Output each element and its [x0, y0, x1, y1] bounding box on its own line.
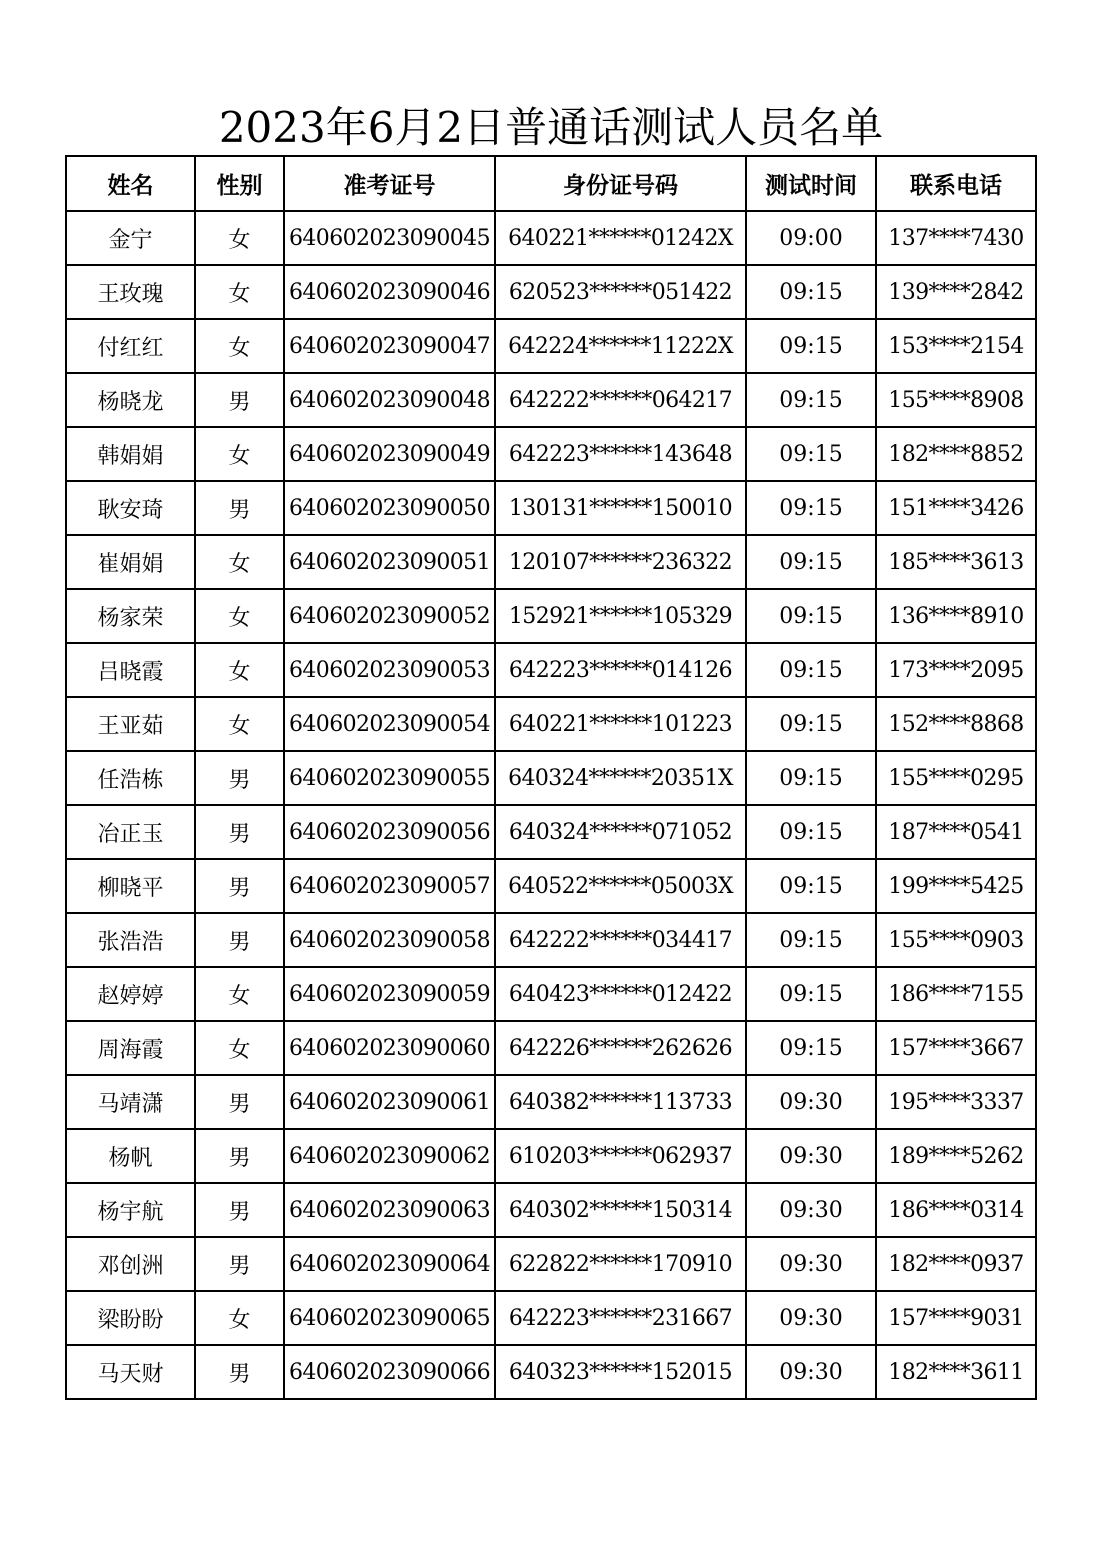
test-time-cell: 09:15	[746, 643, 876, 697]
test-time-cell: 09:15	[746, 697, 876, 751]
phone-cell: 153****2154	[876, 319, 1036, 373]
test-time-cell: 09:30	[746, 1129, 876, 1183]
table-row	[66, 373, 1036, 427]
table-row	[66, 1237, 1036, 1291]
phone-cell: 152****8868	[876, 697, 1036, 751]
phone-cell: 155****8908	[876, 373, 1036, 427]
header-exam-number: 准考证号	[284, 156, 495, 211]
name-cell: 杨宇航	[66, 1183, 195, 1237]
test-time-cell: 09:30	[746, 1291, 876, 1345]
phone-cell: 137****7430	[876, 211, 1036, 265]
id-number-cell: 130131******150010	[495, 481, 746, 535]
test-time-cell: 09:15	[746, 751, 876, 805]
phone-cell: 186****7155	[876, 967, 1036, 1021]
id-number-cell: 640324******20351X	[495, 751, 746, 805]
test-time-cell: 09:15	[746, 319, 876, 373]
gender-cell: 男	[195, 1075, 284, 1129]
phone-cell: 186****0314	[876, 1183, 1036, 1237]
table-row	[66, 1345, 1036, 1399]
phone-cell: 151****3426	[876, 481, 1036, 535]
gender-cell: 男	[195, 805, 284, 859]
id-number-cell: 640221******01242X	[495, 211, 746, 265]
name-cell: 杨家荣	[66, 589, 195, 643]
id-number-cell: 640302******150314	[495, 1183, 746, 1237]
name-cell: 付红红	[66, 319, 195, 373]
table-row	[66, 265, 1036, 319]
test-time-cell: 09:30	[746, 1345, 876, 1399]
header-test-time: 测试时间	[746, 156, 876, 211]
gender-cell: 男	[195, 859, 284, 913]
table-row	[66, 643, 1036, 697]
table-row	[66, 319, 1036, 373]
test-time-cell: 09:15	[746, 535, 876, 589]
name-cell: 金宁	[66, 211, 195, 265]
table-row	[66, 751, 1036, 805]
table-row	[66, 805, 1036, 859]
name-cell: 崔娟娟	[66, 535, 195, 589]
test-time-cell: 09:15	[746, 859, 876, 913]
table-row	[66, 1183, 1036, 1237]
exam-number-cell: 640602023090047	[284, 319, 495, 373]
gender-cell: 女	[195, 319, 284, 373]
name-cell: 王玫瑰	[66, 265, 195, 319]
exam-number-cell: 640602023090051	[284, 535, 495, 589]
name-cell: 任浩栋	[66, 751, 195, 805]
id-number-cell: 610203******062937	[495, 1129, 746, 1183]
gender-cell: 女	[195, 535, 284, 589]
gender-cell: 女	[195, 265, 284, 319]
test-time-cell: 09:00	[746, 211, 876, 265]
gender-cell: 女	[195, 967, 284, 1021]
name-cell: 韩娟娟	[66, 427, 195, 481]
gender-cell: 女	[195, 589, 284, 643]
id-number-cell: 152921******105329	[495, 589, 746, 643]
gender-cell: 男	[195, 1129, 284, 1183]
name-cell: 梁盼盼	[66, 1291, 195, 1345]
test-time-cell: 09:15	[746, 805, 876, 859]
gender-cell: 女	[195, 697, 284, 751]
table-row	[66, 211, 1036, 265]
phone-cell: 187****0541	[876, 805, 1036, 859]
phone-cell: 189****5262	[876, 1129, 1036, 1183]
id-number-cell: 642223******231667	[495, 1291, 746, 1345]
name-cell: 王亚茹	[66, 697, 195, 751]
phone-cell: 136****8910	[876, 589, 1036, 643]
phone-cell: 155****0295	[876, 751, 1036, 805]
test-time-cell: 09:15	[746, 265, 876, 319]
test-time-cell: 09:15	[746, 913, 876, 967]
gender-cell: 女	[195, 427, 284, 481]
exam-number-cell: 640602023090057	[284, 859, 495, 913]
name-cell: 杨晓龙	[66, 373, 195, 427]
test-time-cell: 09:15	[746, 589, 876, 643]
id-number-cell: 640221******101223	[495, 697, 746, 751]
test-time-cell: 09:30	[746, 1237, 876, 1291]
table-row	[66, 967, 1036, 1021]
gender-cell: 女	[195, 1021, 284, 1075]
id-number-cell: 642222******034417	[495, 913, 746, 967]
id-number-cell: 642223******143648	[495, 427, 746, 481]
exam-number-cell: 640602023090055	[284, 751, 495, 805]
table-row	[66, 859, 1036, 913]
gender-cell: 女	[195, 211, 284, 265]
gender-cell: 男	[195, 1183, 284, 1237]
exam-number-cell: 640602023090050	[284, 481, 495, 535]
table-row	[66, 913, 1036, 967]
id-number-cell: 620523******051422	[495, 265, 746, 319]
exam-number-cell: 640602023090056	[284, 805, 495, 859]
id-number-cell: 120107******236322	[495, 535, 746, 589]
name-cell: 耿安琦	[66, 481, 195, 535]
table-row	[66, 427, 1036, 481]
id-number-cell: 642226******262626	[495, 1021, 746, 1075]
exam-number-cell: 640602023090062	[284, 1129, 495, 1183]
table-header-row	[66, 156, 1036, 211]
exam-number-cell: 640602023090066	[284, 1345, 495, 1399]
header-id-number: 身份证号码	[495, 156, 746, 211]
phone-cell: 157****9031	[876, 1291, 1036, 1345]
exam-number-cell: 640602023090058	[284, 913, 495, 967]
header-gender: 性别	[195, 156, 284, 211]
phone-cell: 157****3667	[876, 1021, 1036, 1075]
test-time-cell: 09:30	[746, 1075, 876, 1129]
name-cell: 赵婷婷	[66, 967, 195, 1021]
phone-cell: 182****3611	[876, 1345, 1036, 1399]
exam-number-cell: 640602023090053	[284, 643, 495, 697]
name-cell: 张浩浩	[66, 913, 195, 967]
table-row	[66, 535, 1036, 589]
table-row	[66, 481, 1036, 535]
table-row	[66, 1075, 1036, 1129]
gender-cell: 女	[195, 643, 284, 697]
id-number-cell: 642224******11222X	[495, 319, 746, 373]
test-time-cell: 09:30	[746, 1183, 876, 1237]
exam-number-cell: 640602023090059	[284, 967, 495, 1021]
exam-number-cell: 640602023090054	[284, 697, 495, 751]
gender-cell: 男	[195, 481, 284, 535]
phone-cell: 139****2842	[876, 265, 1036, 319]
phone-cell: 155****0903	[876, 913, 1036, 967]
id-number-cell: 622822******170910	[495, 1237, 746, 1291]
name-cell: 马靖潇	[66, 1075, 195, 1129]
test-time-cell: 09:15	[746, 967, 876, 1021]
table-row	[66, 589, 1036, 643]
page-title: 2023年6月2日普通话测试人员名单	[218, 103, 884, 152]
name-cell: 杨帆	[66, 1129, 195, 1183]
phone-cell: 195****3337	[876, 1075, 1036, 1129]
gender-cell: 男	[195, 1345, 284, 1399]
exam-number-cell: 640602023090061	[284, 1075, 495, 1129]
id-number-cell: 640423******012422	[495, 967, 746, 1021]
id-number-cell: 640323******152015	[495, 1345, 746, 1399]
id-number-cell: 640522******05003X	[495, 859, 746, 913]
test-time-cell: 09:15	[746, 481, 876, 535]
gender-cell: 男	[195, 373, 284, 427]
phone-cell: 185****3613	[876, 535, 1036, 589]
phone-cell: 173****2095	[876, 643, 1036, 697]
test-time-cell: 09:15	[746, 1021, 876, 1075]
exam-number-cell: 640602023090049	[284, 427, 495, 481]
id-number-cell: 642223******014126	[495, 643, 746, 697]
name-cell: 冶正玉	[66, 805, 195, 859]
name-cell: 柳晓平	[66, 859, 195, 913]
candidate-table	[65, 155, 1037, 1400]
exam-number-cell: 640602023090060	[284, 1021, 495, 1075]
header-phone: 联系电话	[876, 156, 1036, 211]
exam-number-cell: 640602023090065	[284, 1291, 495, 1345]
test-time-cell: 09:15	[746, 427, 876, 481]
name-cell: 邓创洲	[66, 1237, 195, 1291]
gender-cell: 男	[195, 751, 284, 805]
table-row	[66, 1021, 1036, 1075]
exam-number-cell: 640602023090045	[284, 211, 495, 265]
id-number-cell: 640324******071052	[495, 805, 746, 859]
exam-number-cell: 640602023090063	[284, 1183, 495, 1237]
header-name: 姓名	[66, 156, 195, 211]
phone-cell: 182****0937	[876, 1237, 1036, 1291]
id-number-cell: 640382******113733	[495, 1075, 746, 1129]
name-cell: 周海霞	[66, 1021, 195, 1075]
id-number-cell: 642222******064217	[495, 373, 746, 427]
exam-number-cell: 640602023090052	[284, 589, 495, 643]
table-row	[66, 697, 1036, 751]
gender-cell: 男	[195, 913, 284, 967]
phone-cell: 182****8852	[876, 427, 1036, 481]
table-row	[66, 1291, 1036, 1345]
exam-number-cell: 640602023090046	[284, 265, 495, 319]
gender-cell: 男	[195, 1237, 284, 1291]
gender-cell: 女	[195, 1291, 284, 1345]
name-cell: 吕晓霞	[66, 643, 195, 697]
table-row	[66, 1129, 1036, 1183]
exam-number-cell: 640602023090064	[284, 1237, 495, 1291]
name-cell: 马天财	[66, 1345, 195, 1399]
phone-cell: 199****5425	[876, 859, 1036, 913]
exam-number-cell: 640602023090048	[284, 373, 495, 427]
test-time-cell: 09:15	[746, 373, 876, 427]
